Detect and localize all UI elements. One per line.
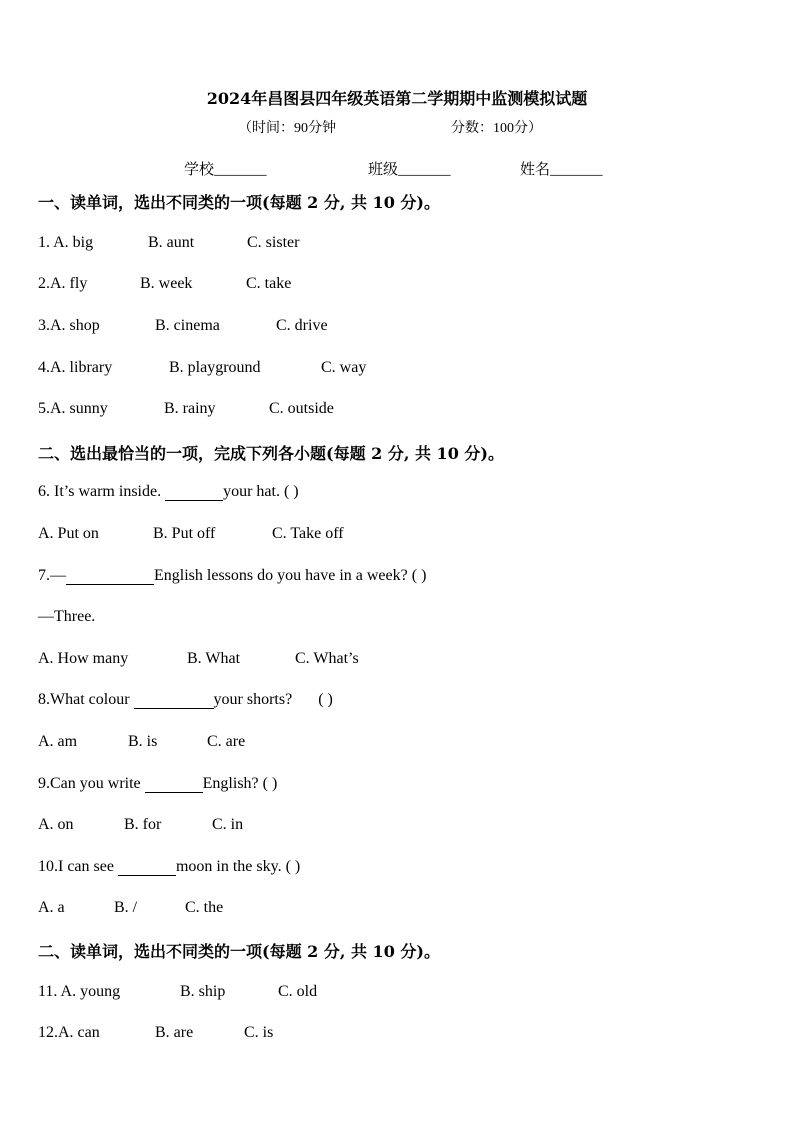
answer-blank[interactable] <box>145 792 203 793</box>
option-c[interactable]: C. What’s <box>295 650 359 667</box>
option-a[interactable]: 11. A. young <box>38 983 121 1000</box>
stem-text: 10.I can see <box>38 858 118 875</box>
stem-text: English lessons do you have in a week? <box>154 567 408 584</box>
option-b[interactable]: B. aunt <box>148 234 195 251</box>
time-limit: （时间：90分钟 <box>238 121 336 136</box>
page-title: 2024年昌图县四年级英语第二学期期中监测模拟试题 <box>206 89 588 108</box>
option-c[interactable]: C. are <box>207 733 246 750</box>
option-c[interactable]: C. Take off <box>272 525 344 542</box>
option-b[interactable]: B. for <box>124 816 162 833</box>
option-a[interactable]: 12.A. can <box>38 1024 100 1041</box>
exam-meta <box>238 117 542 137</box>
stem-text: 8.What colour <box>38 691 134 708</box>
question-9-stem <box>38 775 277 793</box>
option-c[interactable]: C. sister <box>247 234 300 251</box>
option-b[interactable]: B. is <box>128 733 158 750</box>
question-7-answer: —Three. <box>38 608 96 625</box>
stem-text: 9.Can you write <box>38 775 145 792</box>
stem-text: English? <box>202 775 259 792</box>
option-b[interactable]: B. rainy <box>164 400 216 417</box>
option-a[interactable]: 4.A. library <box>38 359 113 376</box>
answer-blank[interactable] <box>118 875 176 876</box>
option-a[interactable]: A. a <box>38 899 65 916</box>
option-c[interactable]: C. take <box>246 275 292 292</box>
section-heading: 一、读单词，选出不同类的一项(每题 2 分, 共 10 分)。 <box>38 193 440 212</box>
answer-blank[interactable] <box>66 584 154 585</box>
question-10-stem <box>38 858 300 876</box>
question-6-stem <box>38 483 299 501</box>
option-a[interactable]: 3.A. shop <box>38 317 100 334</box>
stem-text: 7.— <box>38 567 66 584</box>
option-a[interactable]: A. am <box>38 733 78 750</box>
option-a[interactable]: 2.A. fly <box>38 275 88 292</box>
option-b[interactable]: B. What <box>187 650 241 667</box>
option-b[interactable]: B. playground <box>169 359 261 376</box>
stem-text: moon in the sky. <box>175 858 282 875</box>
option-c[interactable]: C. is <box>244 1024 274 1041</box>
option-a[interactable]: 1. A. big <box>38 234 94 251</box>
option-c[interactable]: C. old <box>278 983 318 1000</box>
question-8-stem <box>38 691 333 709</box>
answer-blank[interactable] <box>134 708 214 709</box>
option-b[interactable]: B. / <box>114 899 138 916</box>
option-c[interactable]: C. the <box>185 899 224 916</box>
option-b[interactable]: B. cinema <box>155 317 220 334</box>
option-c[interactable]: C. outside <box>269 400 334 417</box>
option-a[interactable]: A. How many <box>38 650 129 667</box>
option-a[interactable]: 5.A. sunny <box>38 400 108 417</box>
option-a[interactable]: A. on <box>38 816 74 833</box>
answer-parenthesis[interactable]: ( ) <box>283 483 299 500</box>
option-b[interactable]: B. week <box>140 275 193 292</box>
option-c[interactable]: C. drive <box>276 317 328 334</box>
option-b[interactable]: B. are <box>155 1024 194 1041</box>
answer-parenthesis[interactable]: ( ) <box>285 858 301 875</box>
answer-blank[interactable] <box>165 500 223 501</box>
class-field[interactable]: 班级_______ <box>368 162 451 178</box>
answer-parenthesis[interactable]: ( ) <box>262 775 278 792</box>
stem-text: your shorts? <box>213 691 293 708</box>
answer-parenthesis[interactable]: ( ) <box>411 567 427 584</box>
question-7-stem <box>38 567 426 585</box>
option-b[interactable]: B. ship <box>180 983 226 1000</box>
option-c[interactable]: C. way <box>321 359 367 376</box>
stem-text: your hat. <box>223 483 280 500</box>
name-field[interactable]: 姓名_______ <box>520 162 603 178</box>
option-c[interactable]: C. in <box>212 816 244 833</box>
section-heading: 二、选出最恰当的一项，完成下列各小题(每题 2 分, 共 10 分)。 <box>38 444 504 463</box>
answer-parenthesis[interactable]: ( ) <box>318 691 333 708</box>
option-a[interactable]: A. Put on <box>38 525 99 542</box>
option-b[interactable]: B. Put off <box>153 525 216 542</box>
stem-text: 6. It’s warm inside. <box>38 483 166 500</box>
total-score: 分数：100分） <box>451 121 542 136</box>
school-field[interactable]: 学校_______ <box>184 162 267 178</box>
section-heading: 二、读单词，选出不同类的一项(每题 2 分, 共 10 分)。 <box>38 942 440 961</box>
